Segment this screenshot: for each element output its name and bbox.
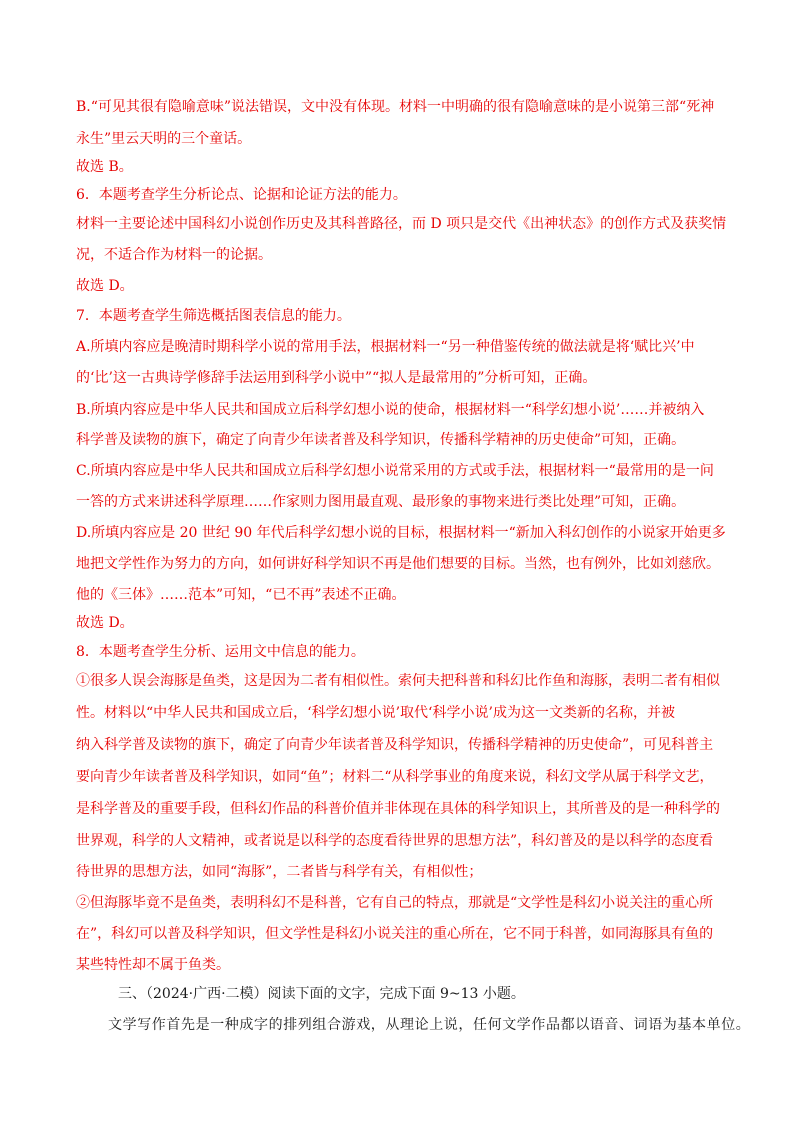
answer-7-option-c: C.所填内容应是中华人民共和国成立后科学幻想小说常采用的方式或手法，根据材料一“最常用的是一问 [76,463,714,479]
answer-8-point-1-cont5: 世界观，科学的人文精神，或者说是以科学的态度看待世界的思想方法”，科幻普及的是以科学的态度看 [76,833,714,849]
question-7-heading: 7．本题考查学生筛选概括图表信息的能力。 [76,308,351,324]
answer-8-point-1-cont2: 纳入科学普及读物的旗下，确定了向青少年读者普及科学知识，传播科学精神的历史使命”，可见科普主 [76,737,714,753]
reading-passage-first-line: 文学写作首先是一种成字的排列组合游戏，从理论上说，任何文学作品都以语音、词语为基本单位。 [108,1017,751,1033]
answer-6-choice: 故选 D。 [76,278,134,294]
answer-7-option-b-cont: 科学普及读物的旗下，确定了向青少年读者普及科学知识，传播科学精神的历史使命”可知，正确。 [76,432,686,448]
answer-6-text: 材料一主要论述中国科幻小说创作历史及其科普路径，而 D 项只是交代《出神状态》的创作方式及获奖情 [76,216,727,232]
answer-5-option-b-cont: 永生”里云天明的三个童话。 [76,131,252,147]
answer-5-option-b: B.“可见其很有隐喻意味”说法错误，文中没有体现。材料一中明确的很有隐喻意味的是小说第三部“死神 [76,99,715,115]
answer-8-point-2-cont: 在”，科幻可以普及科学知识，但文学性是科幻小说关注的重心所在，它不同于科普，如同海豚具有鱼的 [76,926,714,942]
answer-7-option-a: A.所填内容应是晚清时期科学小说的常用手法，根据材料一“另一种借鉴传统的做法就是将‘赋比兴’中 [76,339,695,355]
question-6-heading: 6．本题考查学生分析论点、论据和论证方法的能力。 [76,187,407,203]
answer-8-point-2-cont2: 某些特性却不属于鱼类。 [76,957,230,973]
section-3-heading: 三、（2024·广西·二模）阅读下面的文字，完成下面 9~13 小题。 [118,986,525,1002]
answer-7-option-d-cont2: 他的《三体》……范本”可知，“已不再”表述不正确。 [76,587,406,603]
answer-7-option-b: B.所填内容应是中华人民共和国成立后科学幻想小说的使命，根据材料一“科学幻想小说’……并被纳入 [76,402,705,418]
answer-8-point-1-cont3: 要向青少年读者普及科学知识，如同“鱼”；材料二“从科学事业的角度来说，科幻文学从属于科学文艺， [76,769,714,785]
answer-7-option-d-cont: 地把文学性作为努力的方向，如何讲好科学知识不再是他们想要的目标。当然，也有例外，比如刘慈欣。 [76,556,720,572]
answer-8-point-1: ①很多人误会海豚是鱼类，这是因为二者有相似性。索何夫把科普和科幻比作鱼和海豚，表明二者有相似 [76,673,720,689]
answer-7-option-c-cont: 一答的方式来讲述科学原理……作家则力图用最直观、最形象的事物来进行类比处理”可知，正确。 [76,494,686,510]
answer-8-point-1-cont4: 是科学普及的重要手段，但科幻作品的科普价值并非体现在具体的科学知识上，其所普及的是一种科学的 [76,801,720,817]
question-8-heading: 8．本题考查学生分析、运用文中信息的能力。 [76,644,365,660]
answer-7-choice: 故选 D。 [76,615,134,631]
answer-8-point-1-cont6: 待世界的思想方法，如同“海豚”，二者皆与科学有关，有相似性； [76,864,483,880]
answer-8-point-2: ②但海豚毕竟不是鱼类，表明科幻不是科普，它有自己的特点，那就是“文学性是科幻小说关注的重心所 [76,895,714,911]
answer-8-point-1-cont: 性。材料以“中华人民共和国成立后，‘科学幻想小说’取代‘科学小说’成为这一文类新的名称，并被 [76,705,675,721]
answer-7-option-d: D.所填内容应是 20 世纪 90 年代后科学幻想小说的目标，根据材料一“新加入科幻创作的小说家开始更多 [76,525,726,541]
answer-6-text-cont: 况，不适合作为材料一的论据。 [76,247,272,263]
answer-5-choice: 故选 B。 [76,159,133,175]
answer-7-option-a-cont: 的‘比’这一古典诗学修辞手法运用到科学小说中”“拟人是最常用的”分析可知，正确。 [76,370,597,386]
